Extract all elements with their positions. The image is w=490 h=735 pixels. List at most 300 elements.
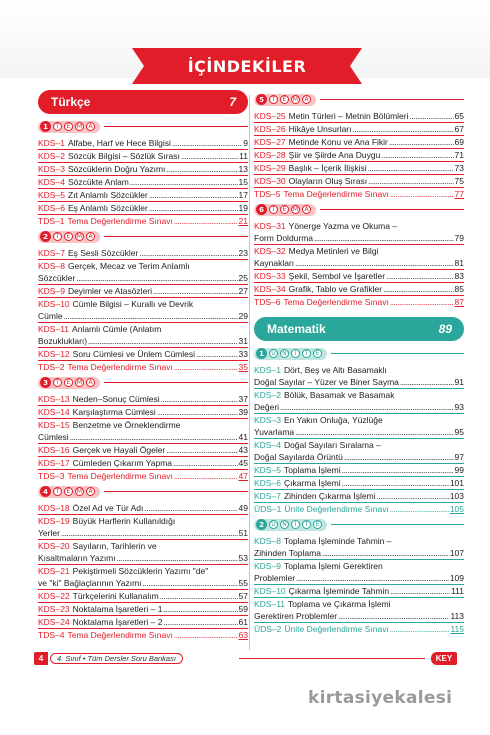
toc-code: KDS–1 — [38, 138, 65, 148]
toc-code: KDS–28 — [254, 150, 286, 160]
toc-text-continued: Yerler — [38, 528, 60, 538]
toc-text-continued: Sözcükler — [38, 273, 76, 283]
toc-entry[interactable] — [254, 123, 464, 136]
toc-leader — [196, 348, 238, 360]
toc-leader — [174, 629, 238, 641]
toc-leader — [386, 270, 453, 282]
toc-text: Hikâye Unsurları — [288, 124, 352, 134]
toc-page: 41 — [238, 432, 248, 442]
toc-leader — [166, 444, 237, 456]
unit-label-letter: M — [76, 488, 83, 495]
toc-page: 53 — [238, 553, 248, 563]
unit-rule — [104, 491, 248, 492]
toc-entry[interactable] — [38, 515, 248, 540]
unit-label-letter: M — [292, 96, 299, 103]
toc-code: KDS–16 — [38, 445, 70, 455]
toc-text: Şiir ve Şiirde Ana Duygu — [288, 150, 381, 160]
unit-number: 3 — [40, 377, 51, 388]
toc-text-continued: Yuvarlama — [254, 427, 295, 437]
toc-page: 97 — [454, 452, 464, 462]
toc-page: 63 — [238, 630, 248, 640]
toc-text-continued: Doğal Sayılar – Yüzer ve Biner Sayma — [254, 377, 399, 387]
unit-label-letter: E — [313, 349, 322, 358]
toc-text-continued: Kısaltmaların Yazımı — [38, 553, 116, 563]
footer-brand: KEY — [431, 652, 457, 665]
toc-entry-line1 — [38, 565, 248, 577]
toc-entry-line2 — [38, 310, 248, 322]
unit-label-letter: E — [280, 205, 289, 214]
toc-text: Soru Cümlesi ve Ünlem Cümlesi — [72, 349, 196, 359]
toc-entry[interactable] — [38, 393, 248, 406]
toc-text: Metinde Konu ve Ana Fikir — [288, 137, 388, 147]
toc-text: Bölük, Basamak ve Basamak — [283, 390, 395, 400]
toc-test-entry[interactable] — [254, 296, 464, 308]
toc-text: Sözcükte Anlam — [67, 177, 129, 187]
toc-text: Cümleden Çıkarım Yapma — [72, 458, 173, 468]
toc-entry[interactable] — [38, 176, 248, 189]
toc-page: 69 — [454, 137, 464, 147]
section-spacer — [254, 308, 464, 317]
toc-page: 35 — [238, 362, 248, 372]
toc-text: Büyük Harflerin Kullanıldığı — [72, 516, 176, 526]
toc-page: 113 — [450, 611, 464, 621]
toc-leader — [353, 123, 454, 135]
toc-entry-line1 — [254, 598, 464, 610]
toc-entry-line2 — [254, 257, 464, 269]
toc-code: TDS–1 — [38, 216, 65, 226]
toc-text: Tema Değerlendirme Sınavı — [283, 189, 389, 199]
toc-page: 43 — [238, 445, 248, 455]
toc-code: KDS–14 — [38, 407, 70, 417]
toc-entry-line1 — [254, 220, 464, 232]
toc-test-entry[interactable] — [38, 629, 248, 641]
toc-page: 93 — [454, 402, 464, 412]
toc-page: 21 — [238, 216, 248, 226]
toc-code: TDS–4 — [38, 630, 65, 640]
toc-leader — [130, 176, 238, 188]
toc-page: 57 — [238, 591, 248, 601]
toc-entry[interactable] — [254, 585, 464, 598]
unit-label-letter: T — [53, 378, 62, 387]
toc-page: 49 — [238, 503, 248, 513]
toc-leader — [163, 616, 237, 628]
unit-rule — [331, 524, 464, 525]
toc-entry[interactable] — [38, 202, 248, 215]
toc-leader — [381, 149, 453, 161]
toc-entry[interactable] — [38, 603, 248, 616]
toc-entry[interactable] — [254, 149, 464, 162]
toc-page: 67 — [454, 124, 464, 134]
toc-text-continued: Problemler — [254, 573, 296, 583]
toc-text: Ünite Değerlendirme Sınavı — [284, 624, 389, 634]
toc-entry[interactable] — [254, 389, 464, 414]
unit-label-letter: M — [76, 233, 83, 240]
toc-text: Dört, Beş ve Altı Basamaklı — [283, 365, 387, 375]
toc-test-entry[interactable] — [254, 503, 464, 515]
unit-number: 1 — [40, 121, 51, 132]
toc-code: KDS–25 — [254, 111, 286, 121]
toc-text: Çıkarma İşleminde Tahmin — [288, 586, 390, 596]
toc-leader — [64, 310, 238, 322]
toc-page: 65 — [454, 111, 464, 121]
toc-entry-line1 — [38, 323, 248, 335]
toc-entry[interactable] — [38, 616, 248, 629]
toc-page: 81 — [454, 258, 464, 268]
toc-page: 111 — [451, 586, 464, 596]
unit-badge — [254, 94, 316, 106]
toc-text-continued: Değeri — [254, 402, 280, 412]
toc-entry[interactable] — [254, 535, 464, 560]
toc-code: KDS–3 — [254, 415, 281, 425]
toc-entry-line1 — [254, 389, 464, 401]
toc-entry-line1 — [254, 414, 464, 426]
toc-entry[interactable] — [254, 464, 464, 477]
toc-test-entry[interactable] — [38, 470, 248, 482]
toc-entry-line1 — [38, 515, 248, 527]
toc-entry[interactable] — [254, 598, 464, 623]
toc-entry-line2 — [254, 572, 464, 584]
unit-number: 2 — [256, 519, 267, 530]
toc-leader — [390, 623, 450, 635]
toc-entry-line2 — [38, 272, 248, 284]
toc-text-continued: Gerektiren Problemler — [254, 611, 338, 621]
toc-page: 37 — [238, 394, 248, 404]
toc-leader — [173, 457, 237, 469]
unit-rule — [104, 382, 248, 383]
toc-leader — [296, 572, 449, 584]
unit-header — [254, 516, 464, 533]
toc-entry-line2 — [254, 451, 464, 463]
toc-text: Metin Türleri – Metnin Bölümleri — [288, 111, 409, 121]
toc-entry[interactable] — [38, 285, 248, 298]
toc-entry[interactable] — [38, 298, 248, 323]
unit-header — [254, 345, 464, 362]
page-title: İÇİNDEKİLER — [187, 56, 307, 76]
toc-code: KDS–2 — [38, 151, 65, 161]
toc-entry[interactable] — [38, 540, 248, 565]
toc-leader — [390, 585, 450, 597]
toc-code: KDS–9 — [254, 561, 281, 571]
toc-page: 77 — [454, 189, 464, 199]
toc-text: Tema Değerlendirme Sınavı — [67, 630, 173, 640]
toc-code: KDS–20 — [38, 541, 70, 551]
toc-text: Toplama ve Çıkarma İşlemi — [288, 599, 391, 609]
toc-text: Çıkarma İşlemi — [283, 478, 341, 488]
toc-page: 27 — [238, 286, 248, 296]
toc-entry[interactable] — [38, 406, 248, 419]
toc-leader — [338, 610, 449, 622]
toc-text: Tema Değerlendirme Sınavı — [67, 216, 173, 226]
toc-text: Ünite Değerlendirme Sınavı — [284, 504, 389, 514]
unit-label-letter: E — [280, 95, 289, 104]
toc-leader — [157, 406, 238, 418]
toc-page: 83 — [454, 271, 464, 281]
toc-text: Sayıların, Tarihlerin ve — [72, 541, 157, 551]
toc-entry[interactable] — [254, 175, 464, 188]
toc-entry-line2 — [254, 376, 464, 388]
toc-leader — [322, 547, 449, 559]
toc-entry-line2 — [254, 232, 464, 244]
unit-label-letter: İ — [291, 349, 300, 358]
toc-code: ÜDS–2 — [254, 624, 282, 634]
toc-page: 39 — [238, 407, 248, 417]
toc-page: 45 — [238, 458, 248, 468]
toc-code: KDS–4 — [254, 440, 281, 450]
unit-rule — [104, 126, 248, 127]
toc-text: Neden–Sonuç Cümlesi — [72, 394, 160, 404]
toc-entry-line1 — [38, 260, 248, 272]
unit-label-letter: E — [64, 487, 73, 496]
toc-entry[interactable] — [254, 283, 464, 296]
toc-entry[interactable] — [254, 490, 464, 503]
toc-code: TDS–5 — [254, 189, 281, 199]
toc-text: Türkçelerini Kullanalım — [72, 591, 159, 601]
toc-leader — [166, 163, 237, 175]
toc-entry[interactable] — [38, 457, 248, 470]
unit-label-letter: N — [280, 349, 289, 358]
toc-test-entry[interactable] — [254, 188, 464, 200]
toc-entry[interactable] — [38, 323, 248, 348]
toc-entry[interactable] — [38, 502, 248, 515]
toc-code: KDS–21 — [38, 566, 70, 576]
unit-label-letter: T — [53, 122, 62, 131]
toc-code: KDS–8 — [38, 261, 65, 271]
toc-code: KDS–9 — [38, 286, 65, 296]
toc-text: Doğal Sayıları Sıralama – — [283, 440, 381, 450]
toc-entry-line2 — [254, 426, 464, 438]
toc-page: 29 — [238, 311, 248, 321]
toc-leader — [144, 502, 237, 514]
toc-entry[interactable] — [38, 565, 248, 590]
unit-badge — [254, 519, 327, 531]
toc-leader — [172, 137, 242, 149]
toc-leader — [153, 285, 238, 297]
footer-page-number: 4 — [34, 652, 48, 665]
toc-page: 17 — [238, 190, 248, 200]
toc-page: 47 — [238, 471, 248, 481]
toc-leader — [174, 361, 238, 373]
toc-code: KDS–30 — [254, 176, 286, 186]
toc-leader — [163, 603, 237, 615]
toc-code: KDS–6 — [254, 478, 281, 488]
unit-badge — [38, 377, 100, 389]
toc-leader — [76, 272, 237, 284]
toc-entry[interactable] — [38, 419, 248, 444]
unit-header — [254, 201, 464, 218]
toc-text: Gerçek, Mecaz ve Terim Anlamlı — [67, 261, 190, 271]
toc-leader — [117, 552, 238, 564]
toc-leader — [390, 188, 454, 200]
unit-header — [38, 228, 248, 245]
toc-entry-line1 — [38, 419, 248, 431]
toc-entry[interactable] — [254, 136, 464, 149]
unit-header — [254, 91, 464, 108]
toc-entry[interactable] — [38, 150, 248, 163]
unit-rule — [320, 209, 464, 210]
toc-leader — [295, 426, 453, 438]
unit-label-letter: A — [302, 205, 311, 214]
toc-leader — [149, 202, 238, 214]
toc-leader — [174, 215, 238, 227]
toc-test-entry[interactable] — [38, 215, 248, 227]
toc-text: Karşılaştırma Cümlesi — [72, 407, 156, 417]
toc-code: KDS–17 — [38, 458, 70, 468]
toc-entry[interactable] — [254, 414, 464, 439]
toc-code: KDS–4 — [38, 177, 65, 187]
unit-label-letter: A — [302, 95, 311, 104]
toc-code: KDS–32 — [254, 246, 286, 256]
toc-entry[interactable] — [38, 444, 248, 457]
toc-entry[interactable] — [38, 189, 248, 202]
toc-entry[interactable] — [254, 560, 464, 585]
toc-entry[interactable] — [254, 270, 464, 283]
right-column — [254, 90, 464, 635]
toc-page: 73 — [454, 163, 464, 173]
toc-code: KDS–33 — [254, 271, 286, 281]
toc-entry[interactable] — [254, 439, 464, 464]
toc-page: 11 — [239, 151, 248, 161]
toc-entry-line2 — [38, 335, 248, 347]
toc-page: 87 — [454, 297, 464, 307]
toc-code: KDS–11 — [38, 324, 70, 334]
toc-leader — [143, 577, 238, 589]
unit-number: 6 — [256, 204, 267, 215]
unit-rule — [331, 353, 464, 354]
toc-text: Eş Sesli Sözcükler — [67, 248, 139, 258]
toc-code: KDS–18 — [38, 503, 70, 513]
toc-text: Noktalama İşaretleri – 1 — [72, 604, 163, 614]
toc-text: Olayların Oluş Sırası — [288, 176, 368, 186]
toc-text: Cümle Bilgisi – Kurallı ve Devrik — [72, 299, 194, 309]
section-title: Türkçe — [51, 95, 91, 109]
unit-badge — [38, 231, 100, 243]
toc-page: 109 — [449, 573, 464, 583]
unit-badge — [254, 348, 327, 360]
toc-entry[interactable] — [38, 590, 248, 603]
toc-leader — [61, 527, 238, 539]
toc-entry-line1 — [38, 540, 248, 552]
toc-text-continued: Cümle — [38, 311, 63, 321]
toc-text: Sözcük Bilgisi – Sözlük Sırası — [67, 151, 180, 161]
toc-code: KDS–2 — [254, 390, 281, 400]
toc-text: Tema Değerlendirme Sınavı — [67, 471, 173, 481]
toc-code: KDS–10 — [254, 586, 286, 596]
unit-label-letter: E — [64, 378, 73, 387]
toc-text: Tema Değerlendirme Sınavı — [283, 297, 389, 307]
toc-entry[interactable] — [38, 348, 248, 361]
toc-entry[interactable] — [38, 260, 248, 285]
unit-label-letter: E — [64, 232, 73, 241]
toc-leader — [70, 431, 238, 443]
toc-text: Benzetme ve Örneklendirme — [72, 420, 181, 430]
toc-leader — [344, 451, 454, 463]
toc-page: 91 — [454, 377, 464, 387]
toc-text: Şekil, Sembol ve İşaretler — [288, 271, 386, 281]
toc-page: 95 — [454, 427, 464, 437]
toc-entry[interactable] — [38, 163, 248, 176]
unit-badge — [254, 204, 316, 216]
toc-entry-line2 — [38, 431, 248, 443]
toc-entry[interactable] — [38, 137, 248, 150]
toc-entry[interactable] — [254, 220, 464, 245]
toc-page: 85 — [454, 284, 464, 294]
toc-leader — [390, 296, 454, 308]
toc-code: KDS–7 — [38, 248, 65, 258]
toc-leader — [181, 150, 238, 162]
toc-text-continued: Cümlesi — [38, 432, 69, 442]
toc-entry-line1 — [254, 535, 464, 547]
toc-code: KDS–24 — [38, 617, 70, 627]
toc-text: Noktalama İşaretleri – 2 — [72, 617, 163, 627]
unit-header — [38, 118, 248, 135]
toc-text: Zihinden Çıkarma İşlemi — [283, 491, 376, 501]
unit-label-letter: T — [302, 520, 311, 529]
toc-text: Tema Değerlendirme Sınavı — [67, 362, 173, 372]
unit-label-letter: A — [86, 487, 95, 496]
toc-leader — [368, 175, 453, 187]
toc-leader — [280, 401, 453, 413]
toc-leader — [377, 490, 449, 502]
left-column — [38, 90, 248, 641]
toc-entry[interactable] — [254, 245, 464, 270]
toc-leader — [88, 335, 237, 347]
toc-page: 79 — [454, 233, 464, 243]
toc-entry[interactable] — [254, 162, 464, 175]
toc-text-continued: Kaynakları — [254, 258, 295, 268]
unit-label-letter: T — [302, 349, 311, 358]
unit-header — [38, 483, 248, 500]
toc-entry-line1 — [254, 245, 464, 257]
toc-code: TDS–6 — [254, 297, 281, 307]
toc-leader — [139, 247, 237, 259]
toc-page: 59 — [238, 604, 248, 614]
toc-page: 15 — [238, 177, 248, 187]
toc-page: 99 — [454, 465, 464, 475]
toc-entry[interactable] — [254, 364, 464, 389]
toc-test-entry[interactable] — [254, 623, 464, 635]
unit-label-letter: T — [269, 205, 278, 214]
toc-text: Anlamlı Cümle (Anlatım — [72, 324, 162, 334]
toc-leader — [410, 110, 454, 122]
unit-number: 2 — [40, 231, 51, 242]
toc-page: 31 — [238, 336, 248, 346]
toc-entry-line2 — [254, 401, 464, 413]
toc-text-continued: Doğal Sayılarda Örüntü — [254, 452, 343, 462]
toc-page: 13 — [238, 164, 248, 174]
watermark: kirtasiyekalesi — [308, 688, 453, 708]
section-title: Matematik — [267, 322, 326, 336]
unit-label-letter: A — [86, 378, 95, 387]
toc-test-entry[interactable] — [38, 361, 248, 373]
toc-entry[interactable] — [254, 110, 464, 123]
unit-label-letter: T — [53, 487, 62, 496]
toc-code: KDS–1 — [254, 365, 281, 375]
toc-code: KDS–29 — [254, 163, 286, 173]
section-page: 7 — [229, 95, 236, 109]
toc-entry[interactable] — [254, 477, 464, 490]
toc-page: 19 — [238, 203, 248, 213]
toc-text: Eş Anlamlı Sözcükler — [67, 203, 148, 213]
toc-entry[interactable] — [38, 247, 248, 260]
toc-code: KDS–26 — [254, 124, 286, 134]
toc-page: 51 — [238, 528, 248, 538]
footer — [34, 652, 457, 665]
unit-rule — [320, 99, 464, 100]
toc-code: KDS–6 — [38, 203, 65, 213]
toc-entry-line1 — [254, 364, 464, 376]
toc-text: Başlık – İçerik İlişkisi — [288, 163, 367, 173]
toc-code: KDS–7 — [254, 491, 281, 501]
